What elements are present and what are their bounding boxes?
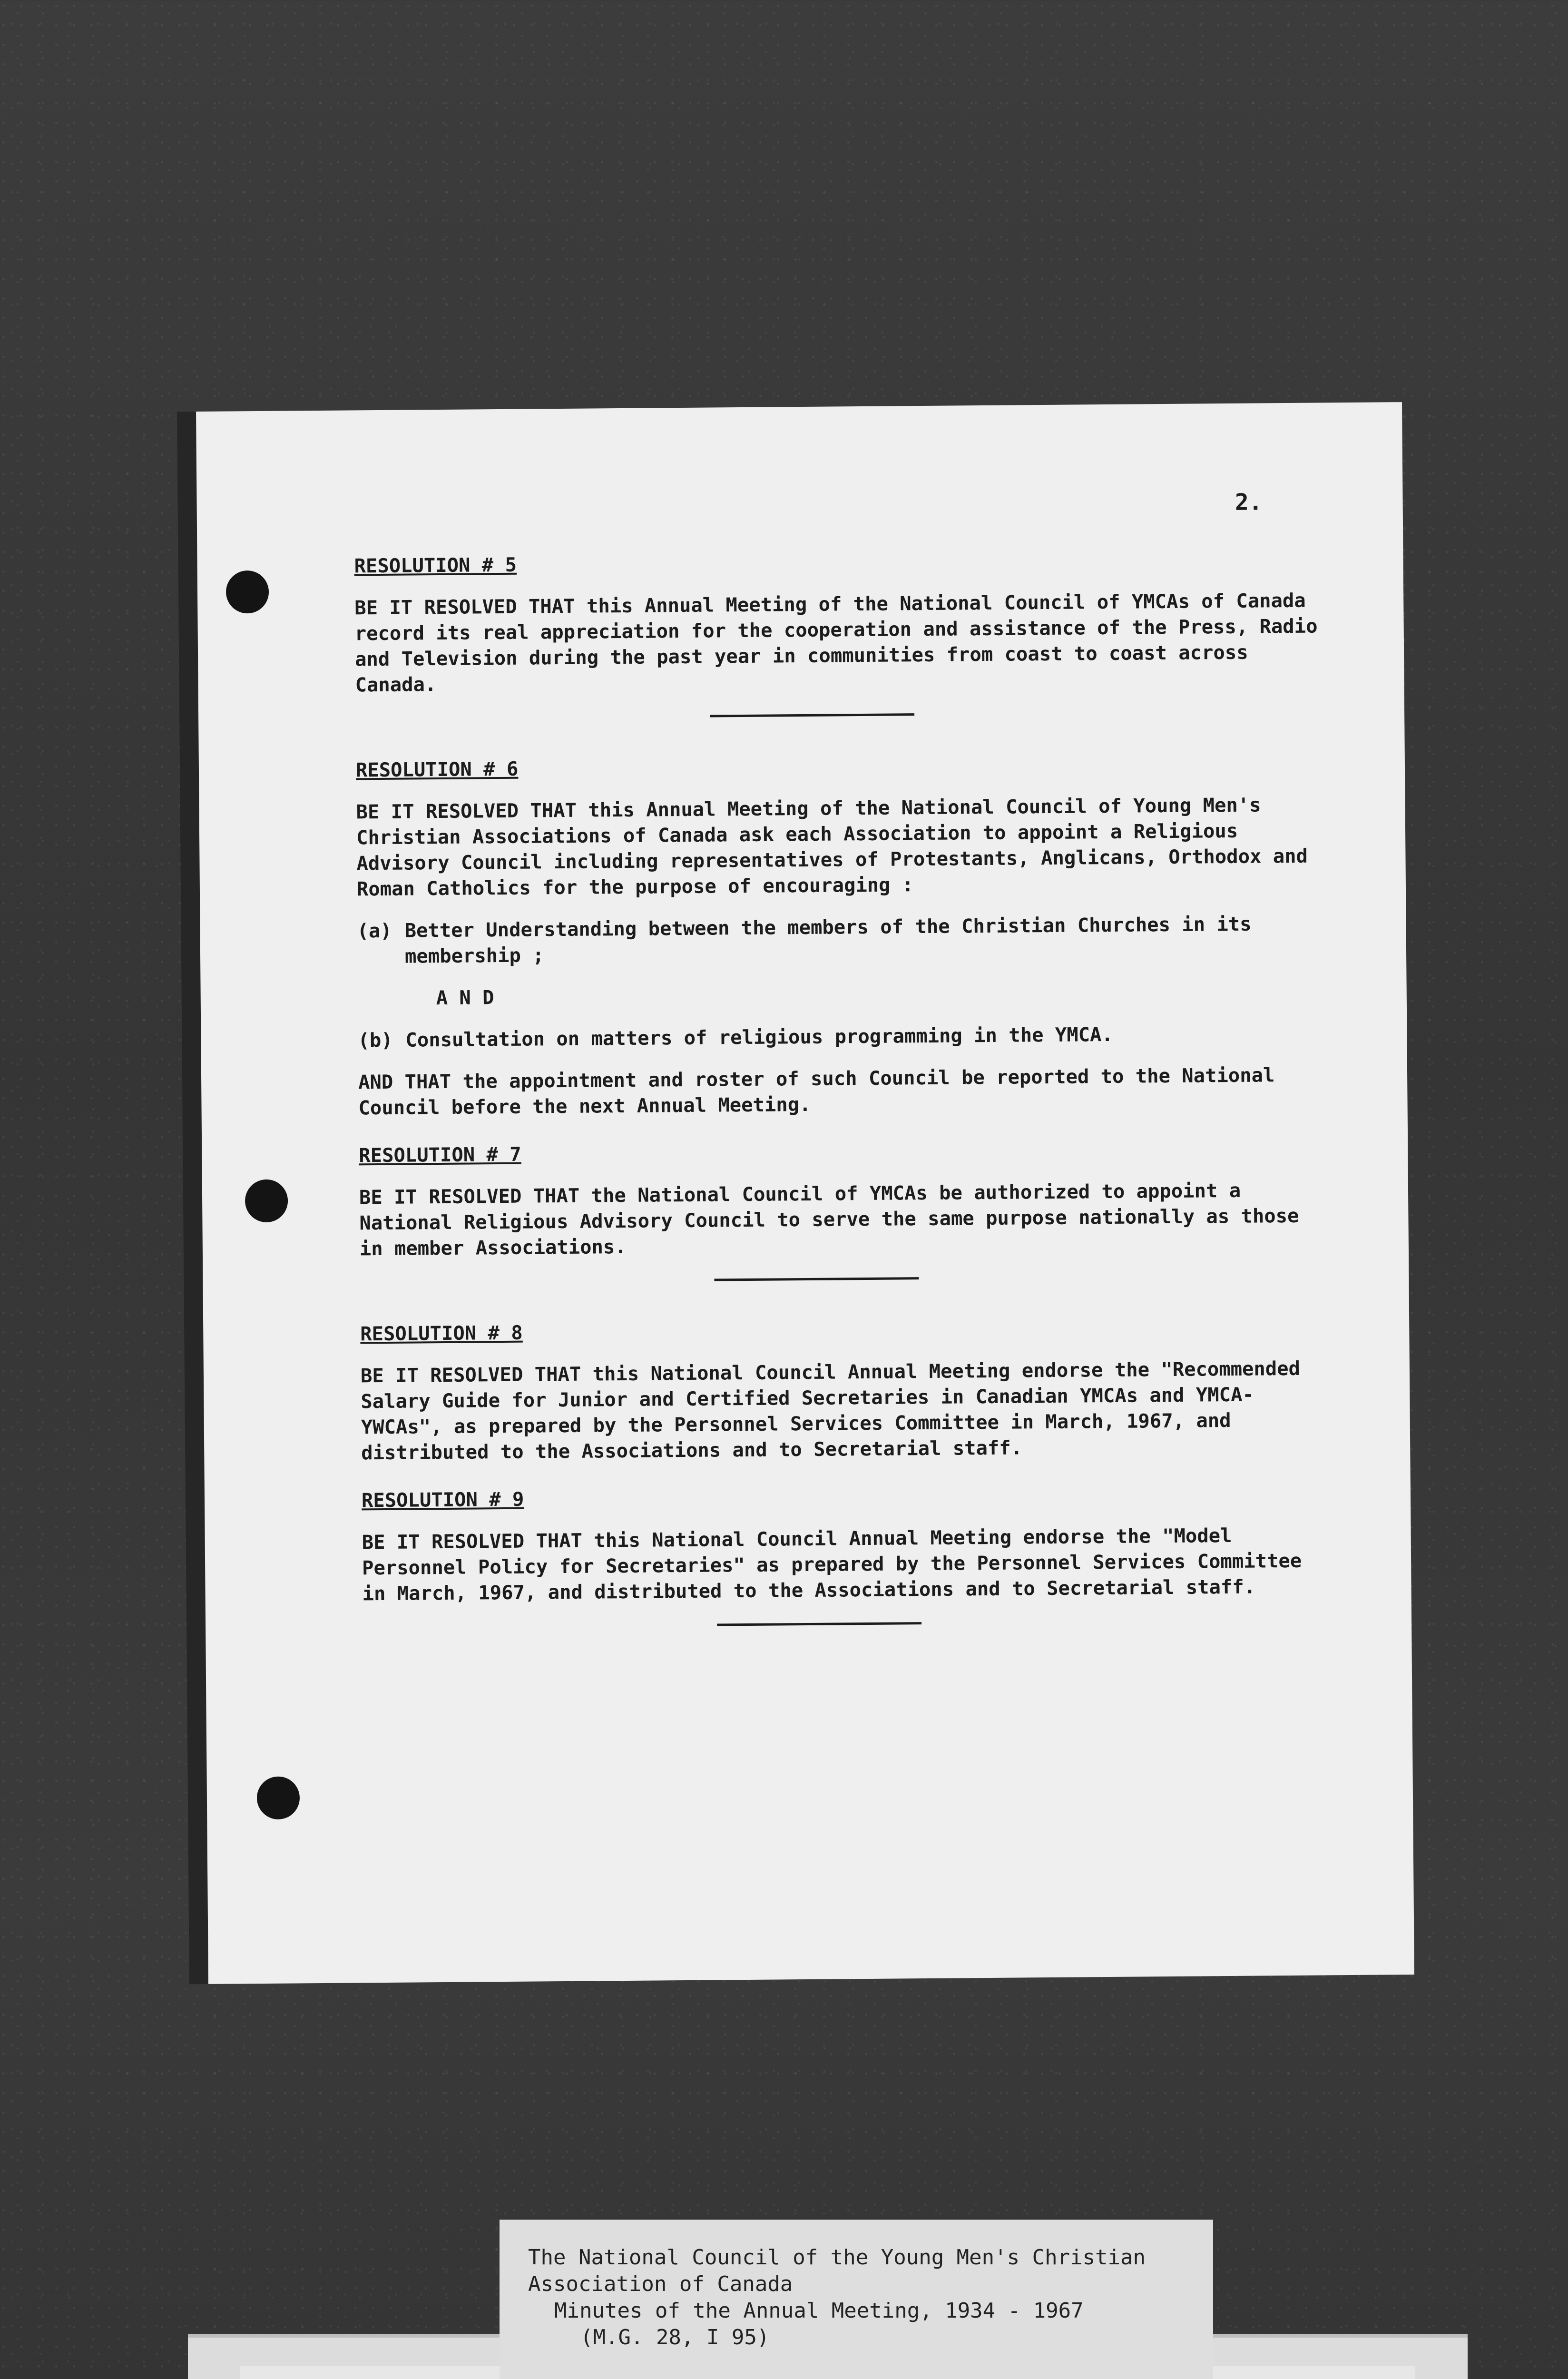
document-page [196, 402, 1414, 1984]
slip-line-1: The National Council of the Young Men's Christian [528, 2245, 1146, 2270]
conjunction-and: AND [436, 985, 506, 1010]
slip-line-4: (M.G. 28, I 95) [580, 2325, 770, 2350]
resolution-text: BE IT RESOLVED THAT this National Council Annual Meeting endorse the "Model Personnel Policy for Secretaries" as prepared by the Personnel Services Committee in March, 1967, and distributed to the Associations and to Secretarial staff. [362, 1524, 1302, 1605]
resolution-9 [362, 1480, 1333, 1606]
resolution-7 [359, 1135, 1330, 1261]
page-number: 2. [1235, 489, 1263, 516]
slip-text [528, 2244, 1146, 2351]
resolution-item-a [357, 910, 1328, 969]
catalogue-slip [500, 2220, 1213, 2379]
separator-line [710, 713, 914, 717]
resolution-text: BE IT RESOLVED THAT this Annual Meeting of the National Council of Young Men's Christian Associations of Canada ask each Association to appoint a Religious Advisory Council including representatives of Protestants, Anglicans, Orthodox and Roman Catholics for the purpose of encouraging : [356, 793, 1308, 901]
resolution-closing: AND THAT the appointment and roster of such Council be reported to the National Council before the next Annual Meeting. [358, 1063, 1275, 1120]
binder-hole-bottom [257, 1776, 300, 1819]
separator-line [717, 1622, 921, 1626]
slip-line-2: Association of Canada [528, 2272, 793, 2296]
item-label: (b) [358, 1028, 393, 1052]
separator-line [714, 1277, 919, 1281]
resolution-heading: RESOLUTION # 5 [354, 553, 517, 578]
resolution-text: BE IT RESOLVED THAT this National Council Annual Meeting endorse the "Recommended Salary Guide for Junior and Certified Secretaries in Canadian YMCAs and YMCA-YWCAs", as prepared by the Personnel Services Committee in March, 1967, and distributed to the Associations and to Secretarial staff. [360, 1357, 1301, 1465]
resolution-heading: RESOLUTION # 6 [355, 757, 519, 782]
resolutions-body [354, 545, 1333, 1666]
resolution-heading: RESOLUTION # 7 [359, 1142, 521, 1167]
resolution-heading: RESOLUTION # 9 [361, 1487, 524, 1512]
resolution-5 [354, 545, 1325, 698]
resolution-text: BE IT RESOLVED THAT the National Council of YMCAs be authorized to appoint a National Religious Advisory Council to serve the same purpose nationally as those in member Associations. [359, 1179, 1299, 1260]
item-text: Better Understanding between the members of the Christian Churches in its membership ; [404, 912, 1252, 968]
item-label: (a) [357, 919, 392, 943]
item-text: Consultation on matters of religious programming in the YMCA. [405, 1022, 1113, 1052]
binder-hole-middle [245, 1180, 288, 1223]
slip-line-3: Minutes of the Annual Meeting, 1934 - 1967 [554, 2299, 1084, 2323]
resolution-text: BE IT RESOLVED THAT this Annual Meeting of the National Council of YMCAs of Canada record its real appreciation for the cooperation and assistance of the Press, Radio and Television during the past year in communities from coast to coast across Canada. [354, 589, 1318, 697]
resolution-heading: RESOLUTION # 8 [360, 1321, 523, 1346]
binder-hole-top [226, 570, 269, 614]
resolution-6 [356, 749, 1329, 1121]
resolution-8 [360, 1313, 1332, 1465]
